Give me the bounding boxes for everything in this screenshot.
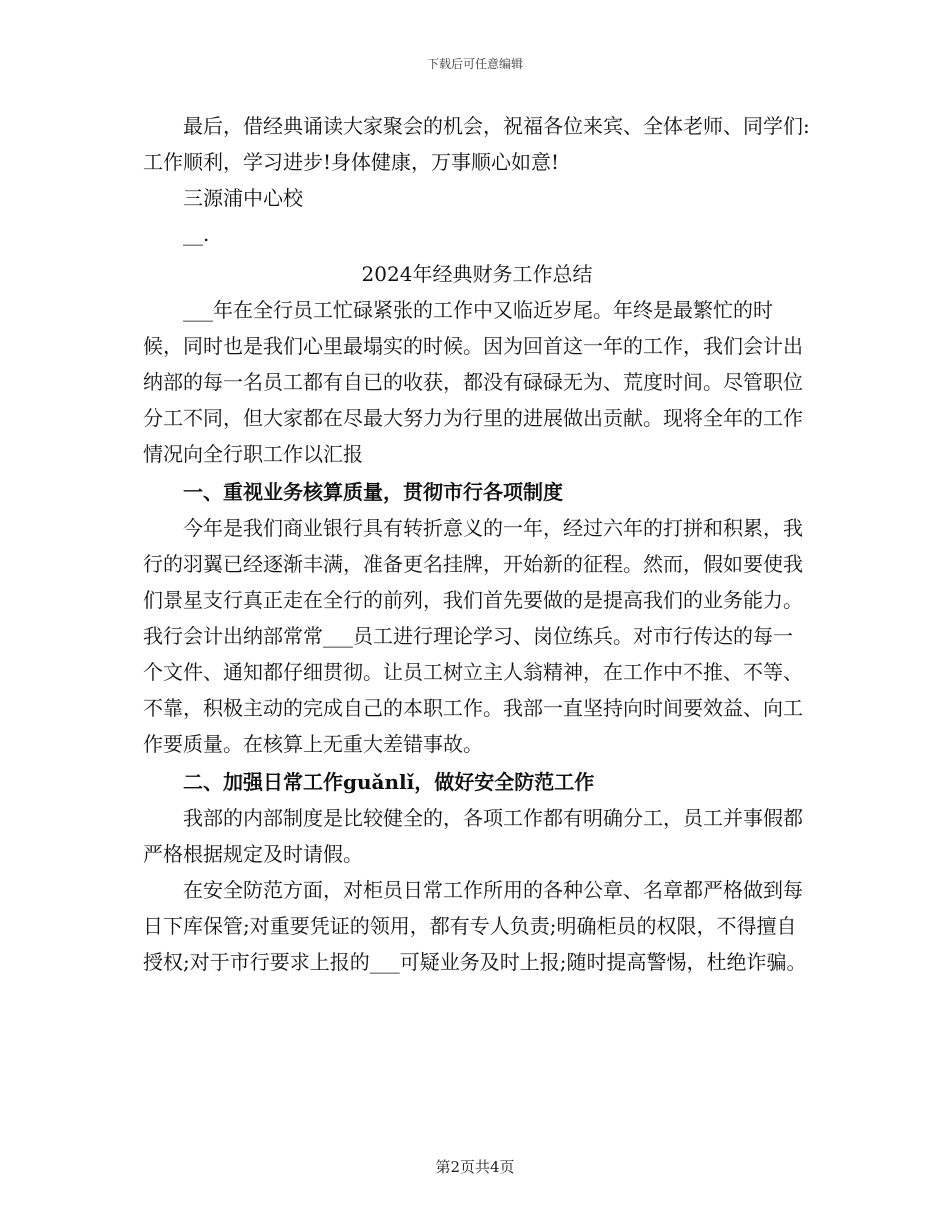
document-title: 2024年经典财务工作总结 xyxy=(361,262,593,286)
closing-paragraph: 最后，借经典诵读大家聚会的机会，祝福各位来宾、全体老师、同学们:工作顺利，学习进步!身体健康，万事顺心如意! xyxy=(143,114,810,174)
section-heading-2: 二、加强日常工作guǎnlǐ，做好安全防范工作 xyxy=(183,770,595,794)
document-body xyxy=(143,108,811,980)
signature-line: 三源浦中心校 xyxy=(183,186,303,210)
blank-line: __. xyxy=(183,222,210,246)
intro-paragraph: ___年在全行员工忙碌紧张的工作中又临近岁尾。年终是最繁忙的时候，同时也是我们心里最塌实的时候。因为回首这一年的工作，我们会计出纳部的每一名员工都有自已的收获，都没有碌碌无为、荒度时间。尽管职位分工不同，但大家都在尽最大努力为行里的进展做出贡献。现将全年的工作情况向全行职工作以汇报 xyxy=(143,298,803,466)
page-header: 下载后可任意编辑 xyxy=(426,57,523,71)
section-1-paragraph: 今年是我们商业银行具有转折意义的一年，经过六年的打拼和积累，我行的羽翼已经逐渐丰满，准备更名挂牌，开始新的征程。然而，假如要使我们景星支行真正走在全行的前列，我们首先要做的是提高我们的业务能力。我行会计出纳部常常___员工进行理论学习、岗位练兵。对市行传达的每一个文件、通知都仔细贯彻。让员工树立主人翁精神，在工作中不推、不等、不靠，积极主动的完成自己的本职工作。我部一直坚持向时间要效益、向工作要质量。在核算上无重大差错事故。 xyxy=(143,516,803,756)
page-footer: 第2页共4页 xyxy=(435,1158,515,1176)
section-2-paragraph-1: 我部的内部制度是比较健全的，各项工作都有明确分工，员工并事假都严格根据规定及时请假。 xyxy=(143,806,803,866)
section-heading-1: 一、重视业务核算质量，贯彻市行各项制度 xyxy=(183,480,563,504)
section-2-paragraph-2: 在安全防范方面，对柜员日常工作所用的各种公章、名章都严格做到每日下库保管;对重要凭证的领用，都有专人负责;明确柜员的权限，不得擅自授权;对于市行要求上报的___可疑业务及时上报;随时提高警惕，杜绝诈骗。 xyxy=(143,878,807,974)
